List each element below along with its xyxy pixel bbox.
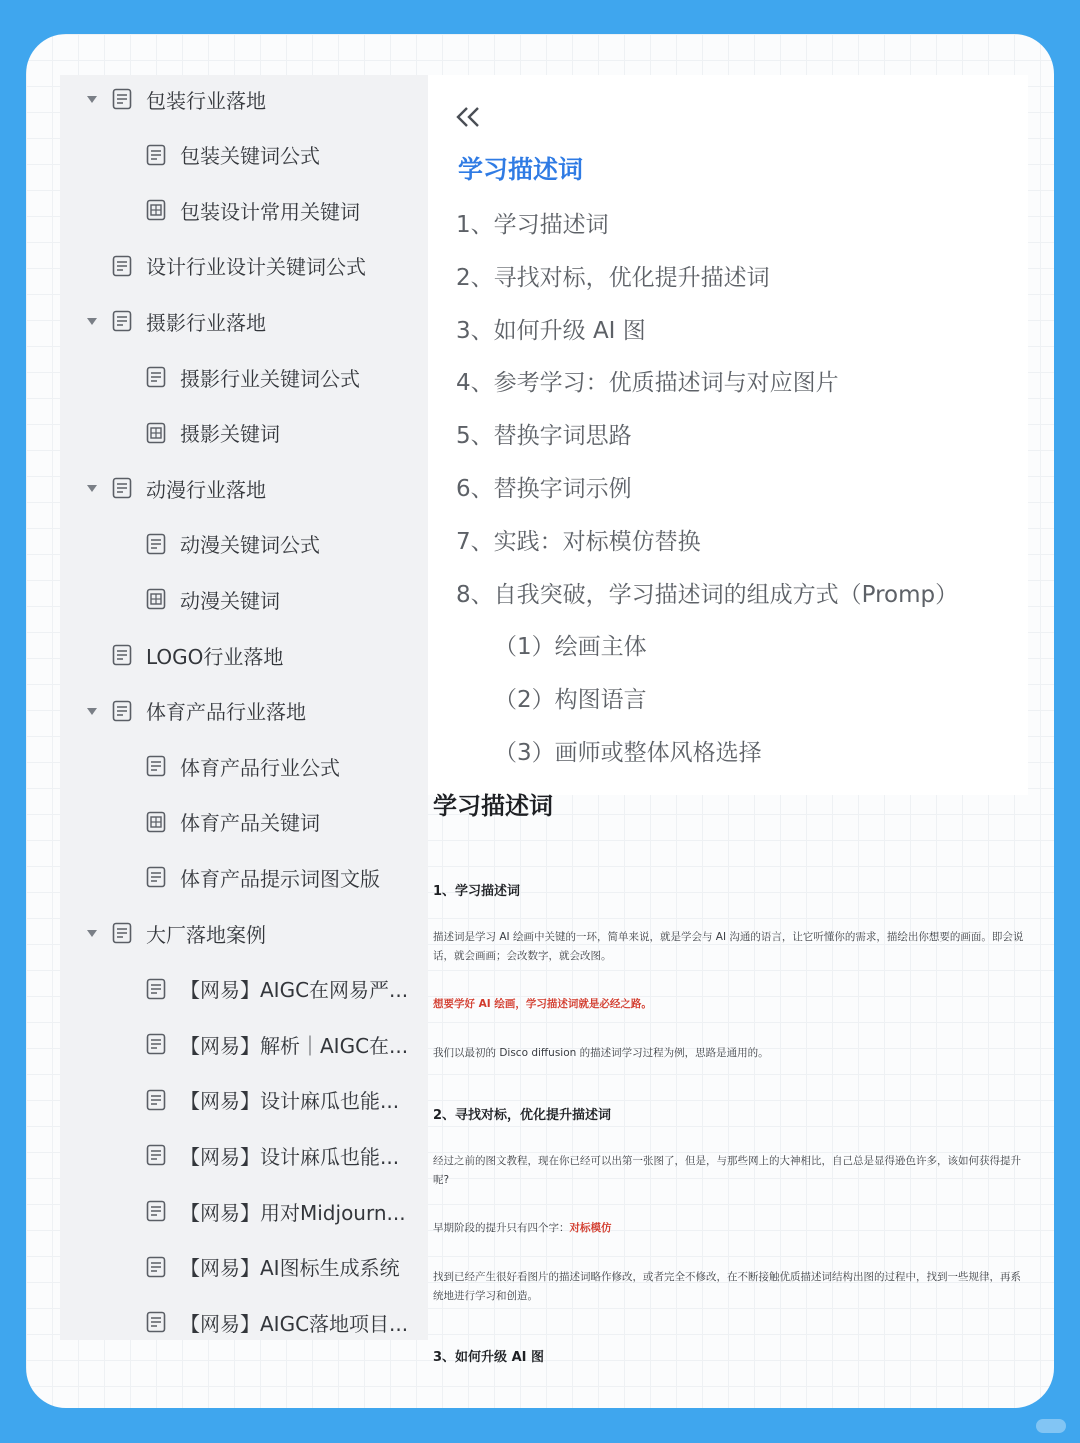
sidebar-item-label: 动漫行业落地 xyxy=(146,477,266,502)
toc-item[interactable]: 2、寻找对标，优化提升描述词 xyxy=(456,264,770,291)
caret-down-icon[interactable] xyxy=(87,485,97,492)
sidebar-item-label: 【网易】AIGC落地项目... xyxy=(180,1311,409,1336)
paragraph: 描述词是学习 AI 绘画中关键的一环，简单来说，就是学会与 AI 沟通的语言，让它听懂你的需求，描绘出你想要的画面。即会说话，就会画画；会改数字，就会改图。 xyxy=(433,931,1024,962)
table-icon xyxy=(146,588,166,610)
doc-icon xyxy=(112,477,132,499)
section-heading: 2、寻找对标，优化提升描述词 xyxy=(433,1108,612,1123)
table-icon xyxy=(146,811,166,833)
sidebar-item-label: 包装关键词公式 xyxy=(180,144,320,169)
doc-icon xyxy=(112,644,132,666)
sidebar-item[interactable] xyxy=(146,579,280,619)
emphasis-text: 对标模仿 xyxy=(569,1222,612,1234)
caret-down-icon[interactable] xyxy=(87,96,97,103)
paragraph: 找到已经产生很好看图片的描述词略作修改，或者完全不修改，在不断接触优质描述词结构出图的过程中，找到一些规律，再系统地进行学习和创造。 xyxy=(433,1271,1021,1302)
paragraph: 经过之前的图文教程，现在你已经可以出第一张图了，但是，与那些网上的大神相比，自己总是显得逊色许多，该如何获得提升呢? xyxy=(433,1155,1021,1186)
sidebar-item-label: 大厂落地案例 xyxy=(146,922,266,947)
sidebar-item[interactable] xyxy=(146,357,360,397)
sidebar-item-label: LOGO行业落地 xyxy=(146,644,284,669)
sidebar-item-label: 设计行业设计关键词公式 xyxy=(146,255,366,280)
doc-icon xyxy=(146,866,166,888)
sidebar-item[interactable] xyxy=(146,1302,408,1342)
doc-icon xyxy=(146,755,166,777)
toc-item[interactable]: （3）画师或整体风格选择 xyxy=(494,740,762,766)
toc-item[interactable]: 5、替换字词思路 xyxy=(456,423,632,450)
sidebar-item-label: 体育产品关键词 xyxy=(180,811,320,836)
doc-icon xyxy=(146,533,166,555)
sidebar-item[interactable] xyxy=(146,1135,399,1175)
doc-icon xyxy=(112,700,132,722)
doc-title: 学习描述词 xyxy=(433,792,553,820)
sidebar-item[interactable] xyxy=(112,691,306,731)
sidebar-item-label: 【网易】AI图标生成系统 xyxy=(180,1256,400,1281)
doc-icon xyxy=(112,922,132,944)
paragraph xyxy=(433,1219,1025,1238)
table-icon xyxy=(146,422,166,444)
sidebar-item[interactable] xyxy=(146,190,360,230)
toc-item[interactable]: 6、替换字词示例 xyxy=(456,476,632,502)
toc-item[interactable]: 1、学习描述词 xyxy=(456,212,609,238)
sidebar-item[interactable] xyxy=(112,246,366,286)
sidebar-item-label: 体育产品行业落地 xyxy=(146,700,306,725)
doc-icon xyxy=(146,144,166,166)
doc-icon xyxy=(146,1033,166,1055)
sidebar-item[interactable] xyxy=(146,1080,399,1120)
doc-icon xyxy=(146,1200,166,1222)
sidebar-item-label: 摄影行业关键词公式 xyxy=(180,366,360,391)
caret-down-icon[interactable] xyxy=(87,930,97,937)
doc-icon xyxy=(112,310,132,332)
doc-icon xyxy=(146,1311,166,1333)
sidebar-item[interactable] xyxy=(146,135,320,175)
sidebar-item-label: 【网易】设计麻瓜也能... xyxy=(180,1089,400,1114)
doc-icon xyxy=(146,1256,166,1278)
sidebar-item[interactable] xyxy=(112,913,266,953)
sidebar-item-label: 摄影关键词 xyxy=(180,422,280,447)
double-chevron-left-icon[interactable] xyxy=(454,102,484,132)
section-heading: 1、学习描述词 xyxy=(433,884,521,899)
sidebar-item-label: 【网易】设计麻瓜也能... xyxy=(180,1144,400,1169)
section-heading: 3、如何升级 AI 图 xyxy=(433,1350,544,1365)
sidebar-item-label: 【网易】AIGC在网易严... xyxy=(180,978,409,1003)
sidebar-item-label: 动漫关键词 xyxy=(180,588,280,613)
table-icon xyxy=(146,199,166,221)
sidebar-item-label: 摄影行业落地 xyxy=(146,310,266,335)
doc-icon xyxy=(146,1089,166,1111)
sidebar-item[interactable] xyxy=(112,468,266,508)
caret-down-icon[interactable] xyxy=(87,708,97,715)
sidebar-item[interactable] xyxy=(112,635,283,675)
sidebar-item[interactable] xyxy=(146,413,280,453)
sidebar-item-label: 【网易】解析｜AIGC在... xyxy=(180,1033,409,1058)
sidebar-item[interactable] xyxy=(146,857,380,897)
sidebar-item[interactable] xyxy=(112,301,266,341)
sidebar-item-label: 包装设计常用关键词 xyxy=(180,199,360,224)
toc-item[interactable]: （1）绘画主体 xyxy=(494,634,647,661)
doc-icon xyxy=(146,1144,166,1166)
sidebar-item-label: 【网易】用对Midjourn... xyxy=(180,1200,406,1225)
sidebar-item[interactable] xyxy=(146,524,320,564)
doc-icon xyxy=(146,978,166,1000)
toc-item[interactable]: （2）构图语言 xyxy=(494,687,647,714)
toc-title[interactable]: 学习描述词 xyxy=(458,155,584,184)
sidebar-item[interactable] xyxy=(112,79,266,119)
sidebar-item-label: 包装行业落地 xyxy=(146,88,266,113)
paragraph: 我们以最初的 Disco diffusion 的描述词学习过程为例，思路是通用的。 xyxy=(433,1047,769,1059)
doc-icon xyxy=(112,88,132,110)
sidebar-item[interactable] xyxy=(146,802,320,842)
sidebar-item-label: 体育产品行业公式 xyxy=(180,755,340,780)
sidebar-item[interactable] xyxy=(146,746,340,786)
sidebar-item[interactable] xyxy=(146,1247,400,1287)
watermark-badge xyxy=(1036,1419,1066,1433)
toc-item[interactable]: 8、自我突破，学习描述词的组成方式（Promp） xyxy=(456,581,959,608)
toc-item[interactable]: 4、参考学习：优质描述词与对应图片 xyxy=(456,370,839,397)
caret-down-icon[interactable] xyxy=(87,318,97,325)
toc-item[interactable]: 3、如何升级 AI 图 xyxy=(456,317,646,344)
paragraph-text: 早期阶段的提升只有四个字： xyxy=(433,1222,570,1234)
toc-item[interactable]: 7、实践：对标模仿替换 xyxy=(456,528,701,555)
emphasis-paragraph: 想要学好 AI 绘画，学习描述词就是必经之路。 xyxy=(433,998,652,1010)
sidebar-item[interactable] xyxy=(146,1191,406,1231)
sidebar-item[interactable] xyxy=(146,969,408,1009)
sidebar-item[interactable] xyxy=(146,1024,408,1064)
doc-icon xyxy=(146,366,166,388)
doc-icon xyxy=(112,255,132,277)
sidebar-item-label: 体育产品提示词图文版 xyxy=(180,866,380,891)
sidebar-item-label: 动漫关键词公式 xyxy=(180,533,320,558)
